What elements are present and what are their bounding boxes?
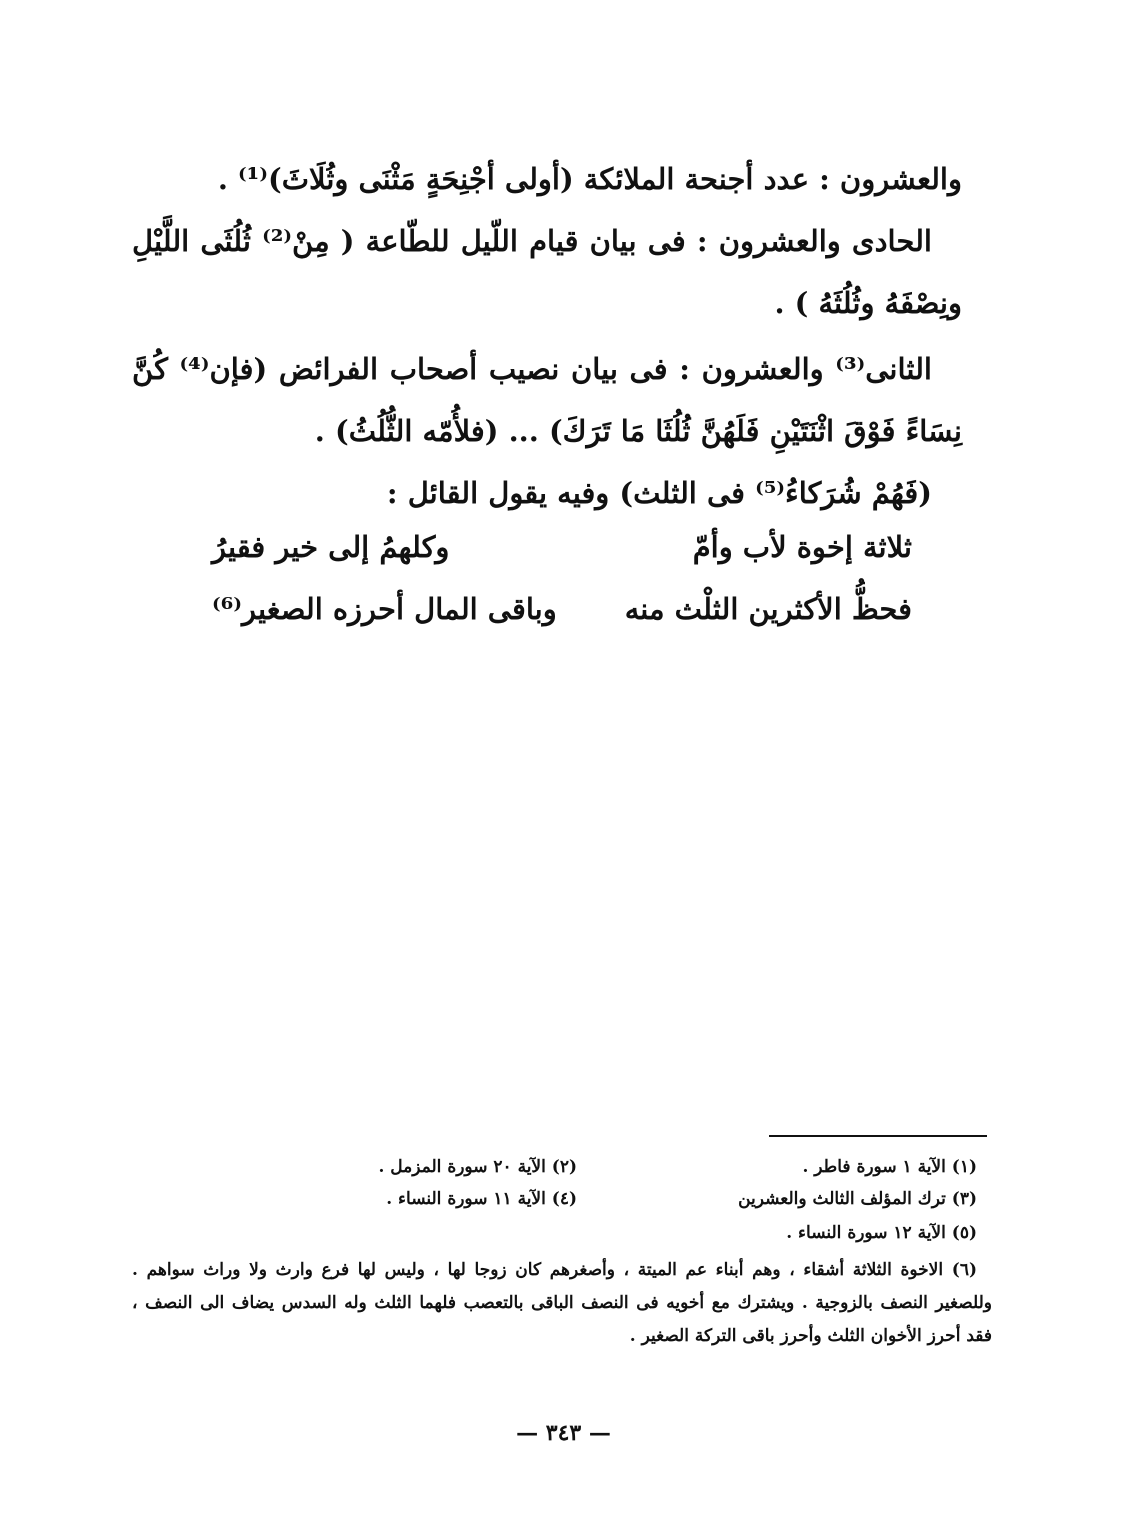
- footnote-4: (٤) الآية ١١ سورة النساء .: [386, 1189, 577, 1209]
- footnote-separator: [769, 1135, 987, 1137]
- footnote-row-2: [147, 1184, 977, 1214]
- page-number: — ٣٤٣ —: [516, 1420, 611, 1446]
- footnote-2: (٢) الآية ٢٠ سورة المزمل .: [378, 1157, 577, 1177]
- paragraph-22: الثانى⁽³⁾ والعشرون : فى بيان نصيب أصحاب الفرائض (فإن⁽⁴⁾ كُنَّ نِسَاءً فَوْقَ اثْنَتَيْنِ فَلَهُنَّ ثُلُثَا مَا تَرَكَ) ... (فلأُمّه الثُّلُثُ) .: [132, 352, 962, 448]
- footnote-6: (٦) الاخوة الثلاثة أشقاء ، وهم أبناء عم الميتة ، وأصغرهم كان زوجا لها ، وليس لها فرع وارث ولا وراث سواهم . وللصغير النصف بالزوجية . ويشترك مع أخويه فى النصف الباقى بالتعصب فلهما الثلث وله السدس يضاف الى النصف ، فقد أحرز الأخوان الثلث وأحرز باقى التركة الصغير .: [132, 1260, 992, 1346]
- footnote-row-1: [147, 1152, 977, 1182]
- poem-line-2-second-hemistich: وباقى المال أحرزه الصغير⁽⁶⁾: [212, 592, 557, 626]
- poem-line-2-first-hemistich: فحظُّ الأكثرين الثلْث منه: [624, 592, 912, 626]
- poem-line-1-first-hemistich: ثلاثة إخوة لأب وأمّ: [692, 530, 912, 564]
- paragraph-20: والعشرون : عدد أجنحة الملائكة (أولى أجْنِحَةٍ مَثْنَى وثُلَاثَ)⁽¹⁾ .: [217, 162, 962, 196]
- paragraph-21: الحادى والعشرون : فى بيان قيام اللّيل للطّاعة ( مِنْ⁽²⁾ ثُلُثَى اللَّيْلِ ونِصْفَهُ وثُلُثَهُ ) .: [132, 224, 962, 320]
- footnote-1: (١) الآية ١ سورة فاطر .: [802, 1157, 977, 1177]
- footnote-3: (٣) ترك المؤلف الثالث والعشرين: [738, 1189, 977, 1209]
- poem-line-1-second-hemistich: وكلهمُ إلى خير فقيرُ: [212, 530, 450, 564]
- footnote-5: (٥) الآية ١٢ سورة النساء .: [786, 1223, 977, 1243]
- footnote-row-3: [147, 1218, 977, 1248]
- paragraph-shared-third: (فَهُمْ شُرَكاءُ⁽⁵⁾ فى الثلث) وفيه يقول القائل :: [386, 476, 932, 510]
- poem-line-1: [212, 530, 912, 564]
- poem-line-2: [212, 592, 912, 626]
